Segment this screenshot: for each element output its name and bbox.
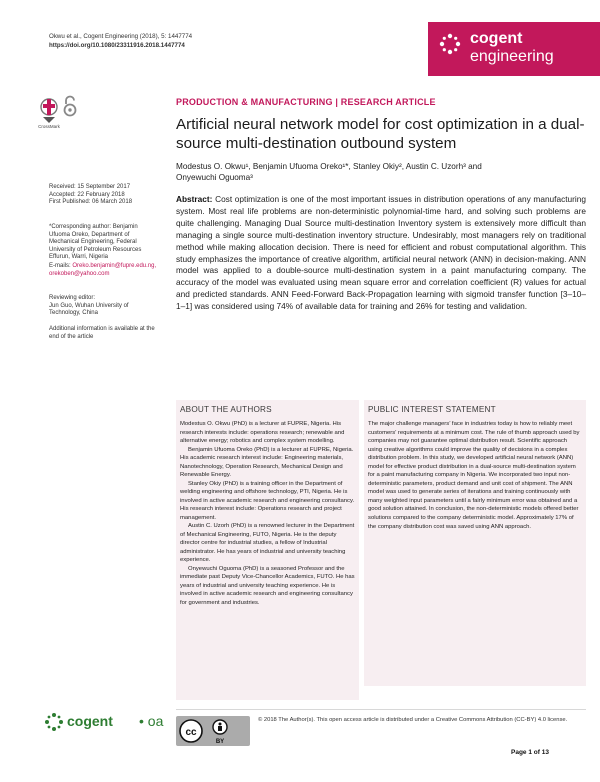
article-title: Artificial neural network model for cost optimization in a dual-source multi-destination outbound system <box>176 116 585 152</box>
brand-line2: engineering <box>470 48 554 65</box>
cc-by-label: BY <box>215 739 225 745</box>
author-bio: Benjamin Ufuoma Oreko (PhD) is a lecturer at FUPRE, Nigeria. His academic research interest include: Engineering materials, Nanotechnology, Operation Research, Mechanical Design and Renewable Energy. <box>180 446 354 478</box>
accepted-date: Accepted: 22 February 2018 <box>49 191 125 198</box>
corresponding-author <box>49 224 159 278</box>
article-dates <box>49 184 159 207</box>
email-label: E-mails: <box>49 262 71 269</box>
author-list: Modestus O. Okwu¹, Benjamin Ufuoma Oreko¹*, Stanley Okiy², Austin C. Uzorh³ and Onyewuchi Oguoma³ <box>176 162 482 182</box>
about-authors-title: ABOUT THE AUTHORS <box>180 405 272 414</box>
author-bio: Onyewuchi Oguoma (PhD) is a seasoned Professor and the immediate past Deputy Vice-Chancellor Academics, FUTO. He has years of industrial and university teaching experience. He is involved in active academic research and engineering consultancy for government and industries. <box>180 565 355 606</box>
email-link-2[interactable]: orekoben@yahoo.com <box>49 270 110 277</box>
email-block <box>49 263 159 278</box>
cogent-logo-icon <box>438 32 462 56</box>
license-text: © 2018 The Author(s). This open access article is distributed under a Creative Commons Attribution (CC-BY) 4.0 license. <box>258 717 568 723</box>
open-access-icon <box>63 95 77 117</box>
section-label: PRODUCTION & MANUFACTURING | RESEARCH ARTICLE <box>176 97 436 107</box>
email-link-1[interactable]: Oreko.benjamin@fupre.edu.ng, <box>72 262 157 269</box>
crossmark-label: CrossMark <box>38 124 60 129</box>
author-bio: Stanley Okiy (PhD) is a training officer in the Department of welding engineering and offshore technology, PTI, Nigeria. He is involved in active academic research and engineering consultancy. His research interest include: Operations research and project management. <box>180 480 355 521</box>
reviewing-editor <box>49 295 159 318</box>
footer-divider <box>176 709 586 710</box>
crossmark-icon[interactable] <box>40 97 58 123</box>
doi-link[interactable]: https://doi.org/10.1080/23311916.2018.1447774 <box>49 42 185 49</box>
received-date: Received: 15 September 2017 <box>49 184 131 190</box>
additional-info: Additional information is available at the end of the article <box>49 326 155 340</box>
creative-commons-icon[interactable] <box>176 716 250 746</box>
oa-logo-suffix: • oa <box>139 713 164 729</box>
page-number: Page 1 of 13 <box>511 749 549 756</box>
corresponding-text: *Corresponding author: Benjamin Ufuoma Oreko, Department of Mechanical Engineering, Federal University of Petroleum Resources Effurun, Warri, Nigeria <box>49 224 142 261</box>
abstract <box>176 194 586 313</box>
about-authors-box <box>176 400 359 700</box>
published-date: First Published: 06 March 2018 <box>49 199 133 206</box>
author-bio: Austin C. Uzorh (PhD) is a renowned lecturer in the Department of Mechanical Engineering, FUTO, Nigeria. He is the deputy director centre for industrial studies, a fellow of Industrial administrator. He has years of industrial and university teaching experience. <box>180 523 355 563</box>
abstract-text: Cost optimization is one of the most important issues in distribution operations of any manufacturing system. Most real life problems are non-deterministic polynomial-time hard, and solving such problems are quite challenging. Managing Dual Source multi-destination Inventory system is extensively more difficult than managing a single source multi-destination inventory structure. Undesirably, most managers rely on traditional method while making allocation decision. There is need for efficient and robust computational algorithm. This study emphasizes the importance of creative algorithm, artificial neural network (ANN) in decision-making. ANN model was applied to a double-source multi-destination system in a paint manufacturing company. The accuracy of the model was evaluated using mean square error and correlation coefficient (R) values for actual and predicted standards. ANN Feed-Forward Back-Propagation learning with sigmoid transfer function [3–10–1–1] was considered using 74% of available data for training and 26% for testing and validation. <box>176 194 586 312</box>
public-interest-box <box>364 400 586 686</box>
about-authors-text <box>180 420 357 607</box>
reviewing-name: Jun Guo, Wuhan University of Technology, China <box>49 302 129 317</box>
cogent-oa-mark-icon <box>44 712 64 732</box>
citation-line: Okwu et al., Cogent Engineering (2018), 5: 1447774 <box>49 33 193 40</box>
abstract-label: Abstract: <box>176 194 213 204</box>
svg-text:cc: cc <box>185 727 197 738</box>
oa-logo-word: cogent <box>67 713 113 729</box>
public-interest-title: PUBLIC INTEREST STATEMENT <box>368 405 496 414</box>
brand-line1: cogent <box>470 30 523 47</box>
journal-brand[interactable] <box>428 22 600 76</box>
reviewing-label: Reviewing editor: <box>49 295 96 301</box>
author-bio: Modestus O. Okwu (PhD) is a lecturer at FUPRE, Nigeria. His research interests include: operations research; renewable and alternative energy; robotics and complex system modelling. <box>180 421 345 444</box>
public-interest-text: The major challenge managers’ face in industries today is how to reliably meet customers’ requirements at a minimum cost. The rule of thumb approach used by companies may not guarantee optimal distribution result. Scientific approach using creative algorithms could improve the quality of decisions in a complex distribution problem. In this study, we developed artificial neural network (ANN) model for effective product distribution in a dual-source multi-destination system for a paint manufacturing company in Nigeria. We incorporated two input non-deterministic parameters, product demand and unit cost of shipment. The ANN model was used to generate series of iterations and training continuously with many weighted input parameters until a fairly minimum error was obtained and a good solution attained. In conclusion, the non-deterministic models offered better solutions compared to the company deterministic model. Approximately 17% of the company distribution cost was saved using ANN approach. <box>368 421 580 530</box>
